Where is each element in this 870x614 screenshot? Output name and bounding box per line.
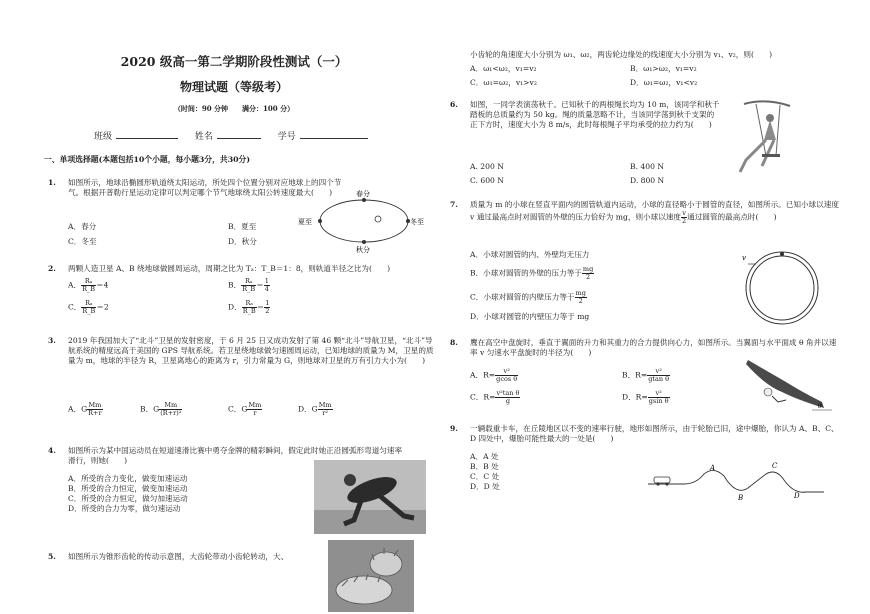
- option-c[interactable]: C．小球对圆管的内壁压力等于 $\frac{mg}{2}$: [470, 289, 586, 305]
- name-field[interactable]: [217, 130, 261, 139]
- velocity-label: v: [742, 254, 746, 262]
- question-text: 如图，一同学表演荡秋千。已知秋千的两根绳长均为 10 m，该同学和秋千踏板的总质量约为 50 kg。绳的质量忽略不计，当该同学荡到秋千支架的正下方时，速度大小为 8 m/s，此时每根绳子平均承受的拉力约为( ): [470, 100, 720, 130]
- exam-subtitle: 物理试题（等级考）: [179, 80, 288, 94]
- eagle-figure: [742, 352, 832, 416]
- option-a[interactable]: A．小球对圆管的内、外壁均无压力: [470, 250, 590, 259]
- option-d[interactable]: D．小球对圆管的内壁压力等于 mg: [470, 312, 590, 321]
- option-c[interactable]: C. 600 N: [470, 176, 504, 185]
- option-d[interactable]: D. 800 N: [630, 176, 665, 185]
- question-9: [450, 424, 842, 444]
- orbit-figure: [298, 186, 426, 254]
- option-a[interactable]: A．G $\frac{Mm}{R+r}$: [68, 401, 102, 417]
- label-b: B: [738, 494, 744, 502]
- orbit-ellipse: [320, 200, 408, 242]
- label-c: C: [772, 462, 778, 470]
- option-d[interactable]: D．D 处: [470, 482, 500, 492]
- truck-icon: [654, 477, 670, 483]
- question-number: 8.: [450, 338, 458, 347]
- question-6: [450, 100, 720, 130]
- hill-road-figure: [648, 462, 828, 504]
- q8-options: [470, 368, 770, 414]
- option-d[interactable]: D．秋分: [228, 237, 257, 246]
- option-c[interactable]: C．C 处: [470, 472, 500, 482]
- q6-options: [470, 162, 730, 192]
- question-text: 鹰在高空中盘旋时，垂直于翼面的升力和其重力的合力提供向心力，如图所示。当翼面与水平面成 θ 角并以速率 v 匀速水平盘旋时的半径为( ): [470, 338, 837, 358]
- option-c[interactable]: C．G $\frac{Mm}{r}$: [228, 401, 262, 417]
- skater-photo: [314, 460, 426, 534]
- earth-spring: [362, 198, 366, 202]
- question-2: [48, 264, 438, 274]
- question-text: 小齿轮的角速度大小分别为 ω₁、ω₂，两齿轮边缘处的线速度大小分别为 v₁、v₂，则( ): [470, 50, 773, 59]
- question-text: 2019 年我国加大了“北斗”卫星的发射密度，于 6 月 25 日又成功发射了第 46 颗“北斗”导航卫星，“北斗”导航系统的精度远高于美国的 GPS 导航系统。若卫星绕地球做匀速圆周运动，已知地球的质量为 M，卫星的质量为 m，地球的半径为 R，卫星离地心的距离为 r，引力常量为 G，则地球对卫星的万有引力大小为( ): [68, 336, 434, 366]
- label-spring: 春分: [356, 190, 370, 198]
- option-b[interactable]: B．R= $\frac{\text{v²}}{\text{gtan θ}}$: [622, 367, 670, 383]
- q5-options: [470, 64, 770, 94]
- theta-label: θ: [818, 403, 822, 410]
- option-d[interactable]: D．ω₁=ω₂，v₁<v₂: [630, 78, 698, 87]
- option-a[interactable]: A．所受的合力变化，做变加速运动: [68, 474, 188, 483]
- question-text: 如图所示为某中国运动员在短道速滑比赛中勇夺金牌的精彩瞬间，假定此时她正沿圆弧形弯道匀速率滑行，则她( ): [68, 446, 403, 466]
- option-a[interactable]: A．A 处: [470, 452, 499, 461]
- q3-options: [68, 402, 408, 430]
- earth-summer: [318, 219, 322, 223]
- q4-options: [68, 474, 268, 534]
- label-a: A: [710, 464, 716, 472]
- id-label: 学号: [277, 132, 296, 142]
- question-text: 一辆载重卡车，在丘陵地区以不变的速率行驶，地形如图所示，由于轮胎已旧，途中爆胎，你认为 A、B、C、D 四处中，爆胎可能性最大的一处是( ): [470, 424, 839, 444]
- option-b[interactable]: B．夏至: [228, 222, 257, 231]
- q2-options: [68, 278, 368, 328]
- section-heading: 一、单项选择题(本题包括10个小题，每小题3分，共30分): [44, 155, 251, 164]
- q7-options: [470, 250, 710, 326]
- question-text: 如图所示，地球沿椭圆形轨道绕太阳运动，所处四个位置分别对应地球上的四个节气。根据开普勒行星运动定律可以判定哪个节气地球绕太阳公转速度最大( ): [68, 178, 342, 198]
- question-number: 2.: [48, 264, 56, 273]
- option-b[interactable]: B．所受的合力恒定，做变加速运动: [68, 484, 188, 494]
- tube-figure: [738, 246, 822, 328]
- label-autumn: 秋分: [356, 246, 370, 254]
- question-7: [450, 200, 842, 225]
- option-c[interactable]: C．ω₁=ω₂，v₁>v₂: [470, 78, 537, 87]
- option-d[interactable]: D．所受的合力为零，做匀速运动: [68, 504, 181, 514]
- gear-figure: [328, 540, 414, 612]
- option-b[interactable]: B． $\frac{\text{Rₐ}}{R\_B}$ ＝ $\frac{1}{4}$: [228, 277, 269, 293]
- question-number: 7.: [450, 200, 458, 209]
- question-number: 6.: [450, 100, 458, 109]
- option-a[interactable]: A．春分: [68, 222, 97, 231]
- option-b[interactable]: B．ω₁>ω₂，v₁=v₂: [630, 64, 697, 73]
- class-label: 班级: [94, 132, 113, 142]
- id-field[interactable]: [300, 130, 368, 139]
- option-c[interactable]: C．R= $\frac{\text{v²tan θ}}{g}$: [470, 389, 520, 405]
- question-number: 3.: [48, 336, 56, 345]
- option-b[interactable]: B．小球对圆管的外壁的压力等于 $\frac{mg}{2}$: [470, 265, 594, 281]
- option-a[interactable]: A．R= $\frac{\text{v²}}{\text{gcos θ}}$: [470, 367, 518, 383]
- option-b[interactable]: B．G $\frac{Mm}{\text{(R+r)²}}$: [140, 401, 182, 417]
- question-number: 1.: [48, 178, 56, 187]
- option-a[interactable]: A. 200 N: [470, 162, 504, 171]
- option-a[interactable]: A．ω₁<ω₂，v₁=v₂: [470, 64, 537, 73]
- option-b[interactable]: B．B 处: [470, 462, 499, 472]
- option-d[interactable]: D．G $\frac{Mm}{\text{r²}}$: [298, 401, 332, 417]
- option-d[interactable]: D．R= $\frac{\text{v²}}{\text{gsin θ}}$: [622, 389, 669, 405]
- question-number: 9.: [450, 424, 458, 433]
- sun-icon: [375, 216, 381, 222]
- label-d: D: [794, 492, 800, 500]
- time-score: （时间：90 分钟 满分：100 分）: [173, 104, 295, 113]
- q9-options: [470, 452, 550, 508]
- option-c[interactable]: C．所受的合力恒定，做匀加速运动: [68, 494, 188, 504]
- option-d[interactable]: D． $\frac{\text{Rₐ}}{R\_B}$ ＝ $\frac{1}{2}$: [228, 299, 270, 315]
- question-1: [48, 178, 348, 198]
- option-c[interactable]: C．冬至: [68, 237, 97, 246]
- question-number: 4.: [48, 446, 56, 455]
- q1-options: [68, 222, 308, 252]
- name-label: 姓名: [194, 132, 213, 142]
- option-b[interactable]: B. 400 N: [630, 162, 664, 171]
- question-text: 两颗人造卫星 A、B 绕地球做圆周运动，周期之比为 Tₐ：T_B＝1：8，则轨道半径之比为( ): [68, 264, 391, 273]
- question-5: [48, 552, 348, 562]
- label-winter: 冬至: [410, 218, 424, 226]
- question-5-cont: [470, 50, 840, 60]
- earth-autumn: [362, 240, 366, 244]
- class-field[interactable]: [116, 130, 178, 139]
- question-number: 5.: [48, 552, 56, 561]
- question-text: 质量为 m 的小球在竖直平面内的圆管轨道内运动，小球的直径略小于圆管的直径，如图所示。已知小球以速度 v 通过最高点时对圆管的外壁的压力恰好为 mg，则小球以速度 $\frac{v}{2}$ 通过圆管的最高点时( ): [470, 200, 839, 225]
- swing-figure: [736, 100, 808, 176]
- student-fields: [94, 130, 382, 144]
- option-c[interactable]: C． $\frac{\text{Rₐ}}{R\_B}$ ＝2: [68, 299, 109, 315]
- option-a[interactable]: A． $\frac{\text{Rₐ}}{R\_B}$ ＝4: [68, 277, 109, 293]
- question-text: 如图所示为锥形齿轮的传动示意图，大齿轮带动小齿轮转动，大、: [68, 552, 289, 561]
- exam-title: 2020 级高一第二学期阶段性测试（一）: [120, 54, 348, 69]
- question-3: [48, 336, 438, 366]
- label-summer: 夏至: [298, 218, 312, 226]
